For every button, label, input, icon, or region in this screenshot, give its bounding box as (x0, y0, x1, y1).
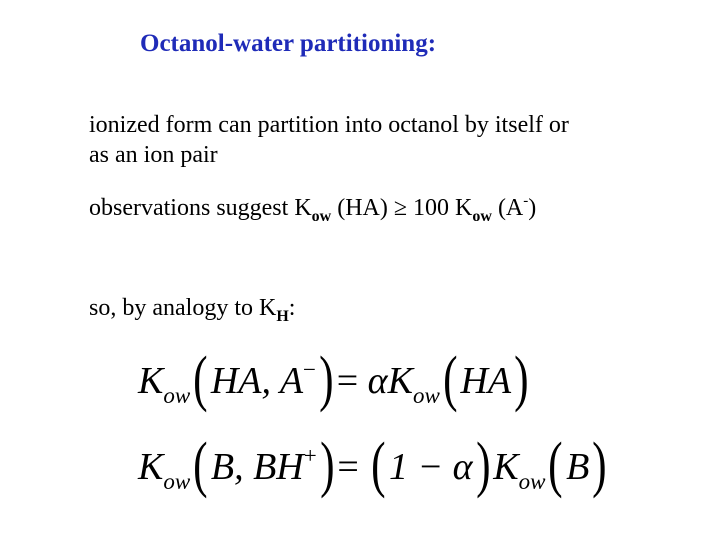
analogy-paragraph (89, 293, 295, 326)
obs-superscript: - (523, 193, 529, 209)
eq2-ow2: ow (518, 469, 546, 494)
eq2-arg2: B (566, 446, 590, 488)
eq1-args: HA, A (210, 360, 304, 402)
eq1-minus: − (303, 357, 317, 382)
so-subscript: H (276, 308, 289, 325)
eq2-lparen2: ( (548, 431, 563, 499)
equation-2 (138, 428, 610, 499)
eq2-k2: K (493, 446, 519, 488)
eq1-lparen: ( (193, 345, 208, 413)
eq2-rparen: ) (319, 431, 335, 499)
obs-prefix: observations suggest K (89, 195, 312, 221)
eq1-k: K (138, 360, 164, 402)
paragraph-line-1: ionized form can partition into octanol by itself or (89, 112, 569, 138)
slide-title: Octanol-water partitioning: (140, 30, 437, 57)
obs-subscript-1: ow (311, 208, 332, 225)
eq1-lparen2: ( (442, 345, 458, 413)
eq2-lparen-mid: ( (371, 431, 386, 499)
eq1-rparen2: ) (514, 345, 529, 413)
observations-paragraph (89, 193, 536, 226)
eq2-ow: ow (163, 469, 191, 494)
eq2-lparen: ( (193, 431, 208, 499)
eq2-rparen-mid: ) (475, 431, 491, 499)
so-end: : (288, 295, 296, 321)
eq1-rparen: ) (319, 345, 334, 413)
obs-end: ) (528, 195, 537, 221)
eq1-k2: K (387, 360, 413, 402)
equation-1 (138, 342, 532, 413)
eq2-one-minus-alpha: 1 − α (388, 446, 473, 488)
eq2-k: K (138, 446, 164, 488)
eq2-plus: + (303, 443, 317, 468)
eq1-ow: ow (163, 383, 191, 408)
eq2-args: B, BH (210, 446, 304, 488)
obs-subscript-2: ow (472, 208, 492, 225)
eq1-equals: = (336, 360, 368, 402)
eq2-equals: = (337, 446, 369, 488)
eq1-ow2: ow (412, 383, 440, 408)
obs-middle: (HA) ≥ 100 K (331, 195, 473, 221)
eq1-arg2: HA (460, 360, 512, 402)
obs-middle-2: (A (491, 195, 524, 221)
so-prefix: so, by analogy to K (89, 295, 277, 321)
ionized-form-paragraph (89, 110, 569, 170)
paragraph-line-2: as an ion pair (89, 142, 218, 168)
eq2-rparen2: ) (592, 431, 607, 499)
eq1-alpha: α (367, 360, 388, 402)
